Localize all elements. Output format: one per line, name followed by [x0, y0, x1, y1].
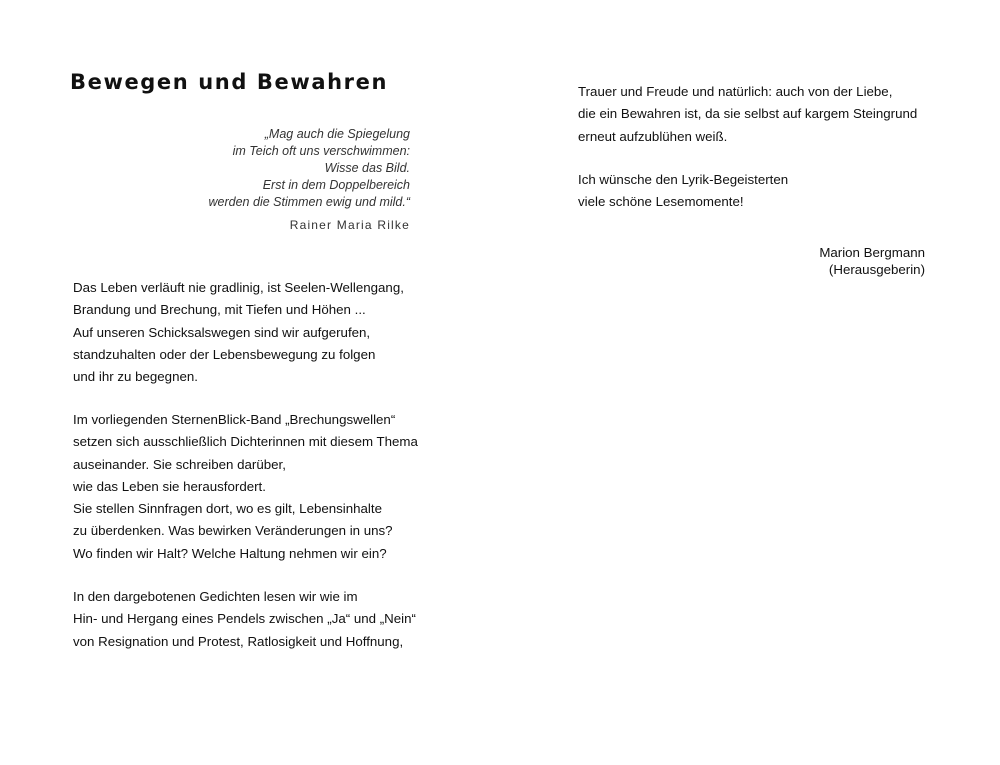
text-line: die ein Bewahren ist, da sie selbst auf kargem Steingrund	[578, 106, 918, 122]
signature-role: (Herausgeberin)	[828, 262, 925, 277]
signature-name: Marion Bergmann	[819, 245, 925, 260]
epigraph-quote	[150, 126, 410, 232]
paragraph-wishes	[578, 169, 788, 214]
text-line: wie das Leben sie herausfordert.	[73, 478, 266, 494]
text-line: zu überdenken. Was bewirken Veränderungen in uns?	[73, 523, 393, 539]
text-line: und ihr zu begegnen.	[73, 369, 198, 385]
paragraph-poems	[73, 586, 416, 653]
text-line: von Resignation und Protest, Ratlosigkeit und Hoffnung,	[73, 633, 404, 649]
text-line: Sie stellen Sinnfragen dort, wo es gilt, Lebensinhalte	[73, 501, 382, 517]
text-line: auseinander. Sie schreiben darüber,	[73, 456, 286, 472]
page-title: Bewegen und Bewahren	[70, 70, 388, 94]
text-line: Das Leben verläuft nie gradlinig, ist Seelen-Wellengang,	[73, 280, 404, 295]
text-line: setzen sich ausschließlich Dichterinnen mit diesem Thema	[73, 434, 418, 450]
text-line: Brandung und Brechung, mit Tiefen und Höhen ...	[73, 302, 366, 318]
text-line: erneut aufzublühen weiß.	[578, 128, 728, 144]
text-line: In den dargebotenen Gedichten lesen wir wie im	[73, 589, 358, 604]
epigraph-line: Wisse das Bild.	[324, 161, 410, 175]
text-line: viele schöne Lesemomente!	[578, 194, 744, 210]
text-line: Hin- und Hergang eines Pendels zwischen „Ja“ und „Nein“	[73, 611, 416, 627]
right-page	[500, 0, 1000, 765]
text-line: Ich wünsche den Lyrik-Begeisterten	[578, 172, 789, 187]
paragraph-intro	[73, 277, 404, 388]
text-line: Wo finden wir Halt? Welche Haltung nehmen wir ein?	[73, 545, 387, 561]
text-line: standzuhalten oder der Lebensbewegung zu folgen	[73, 346, 376, 362]
epigraph-line: Erst in dem Doppelbereich	[262, 178, 410, 192]
signature	[819, 244, 925, 278]
epigraph-author: Rainer Maria Rilke	[289, 218, 410, 232]
text-line: Im vorliegenden SternenBlick-Band „Brechungswellen“	[73, 412, 396, 427]
text-line: Trauer und Freude und natürlich: auch von der Liebe,	[578, 84, 893, 99]
text-line: Auf unseren Schicksalswegen sind wir aufgerufen,	[73, 324, 371, 340]
epigraph-line: werden die Stimmen ewig und mild.“	[208, 195, 410, 209]
paragraph-book	[73, 409, 418, 565]
epigraph-line: „Mag auch die Spiegelung	[264, 127, 410, 141]
paragraph-continuation	[578, 81, 917, 148]
epigraph-line: im Teich oft uns verschwimmen:	[232, 144, 410, 158]
